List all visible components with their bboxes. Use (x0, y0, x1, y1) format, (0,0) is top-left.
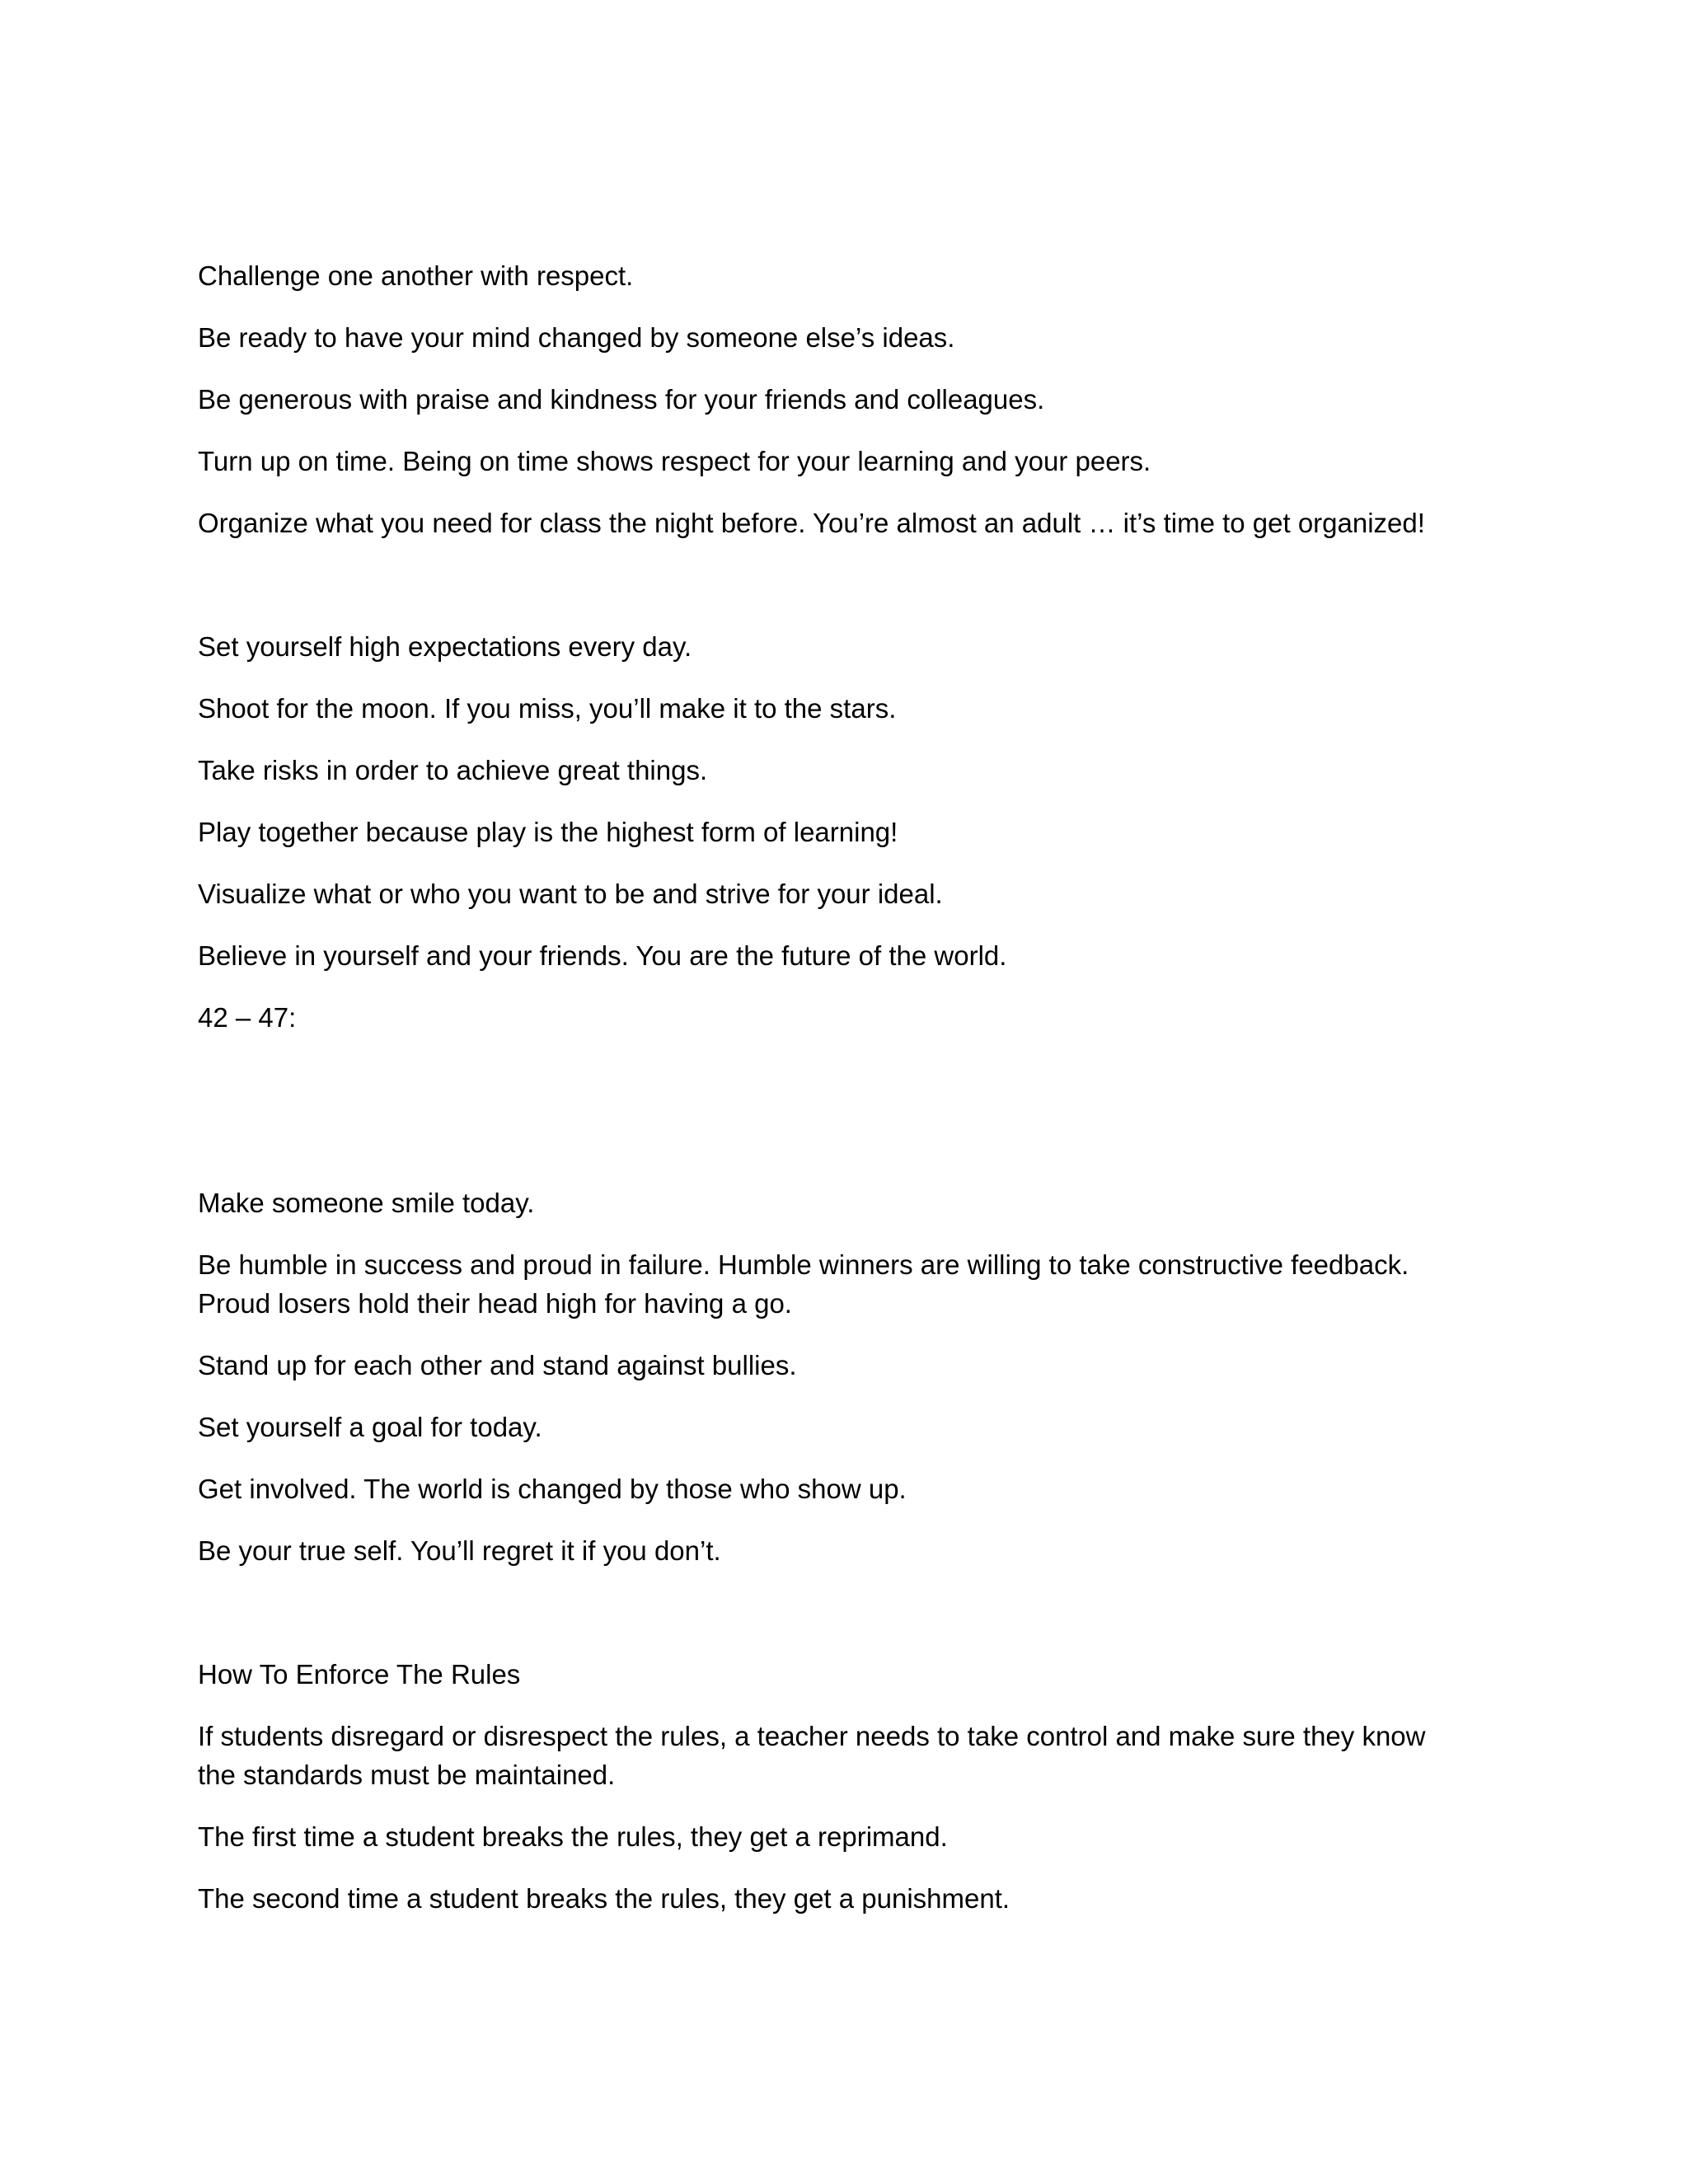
enforce-rule-second: The second time a student breaks the rules, they get a punishment. (198, 1883, 1010, 1914)
rule-line: Shoot for the moon. If you miss, you’ll make it to the stars. (198, 693, 897, 724)
rule-line: Challenge one another with respect. (198, 260, 634, 291)
rule-line: Stand up for each other and stand against bullies. (198, 1350, 797, 1380)
rule-line: Turn up on time. Being on time shows respect for your learning and your peers. (198, 446, 1151, 476)
intro-line-continued: the standards must be maintained. (198, 1760, 616, 1790)
rule-line: Set yourself high expectations every day. (198, 631, 692, 662)
rule-line: Take risks in order to achieve great things. (198, 755, 708, 785)
rule-line: Set yourself a goal for today. (198, 1412, 542, 1442)
rule-line: Play together because play is the highest form of learning! (198, 817, 898, 847)
rule-line: Be humble in success and proud in failure. Humble winners are willing to take constructive feedback. (198, 1249, 1409, 1280)
rule-line: Make someone smile today. (198, 1188, 535, 1218)
rule-line: Get involved. The world is changed by those who show up. (198, 1474, 907, 1504)
rule-line: Be generous with praise and kindness for your friends and colleagues. (198, 384, 1045, 415)
rule-line: Believe in yourself and your friends. You are the future of the world. (198, 940, 1007, 971)
rule-line: Visualize what or who you want to be and strive for your ideal. (198, 879, 943, 909)
rule-line: Organize what you need for class the night before. You’re almost an adult … it’s time to get organized! (198, 508, 1425, 538)
enforce-rule-first: The first time a student breaks the rules, they get a reprimand. (198, 1821, 948, 1852)
intro-line: If students disregard or disrespect the rules, a teacher needs to take control and make sure they know (198, 1721, 1426, 1751)
rule-line-continued: Proud losers hold their head high for having a go. (198, 1288, 792, 1319)
rule-line: Be ready to have your mind changed by someone else’s ideas. (198, 322, 955, 353)
range-label: 42 – 47: (198, 1002, 297, 1033)
rule-line: Be your true self. You’ll regret it if you don’t. (198, 1535, 721, 1566)
section-heading: How To Enforce The Rules (198, 1659, 521, 1690)
